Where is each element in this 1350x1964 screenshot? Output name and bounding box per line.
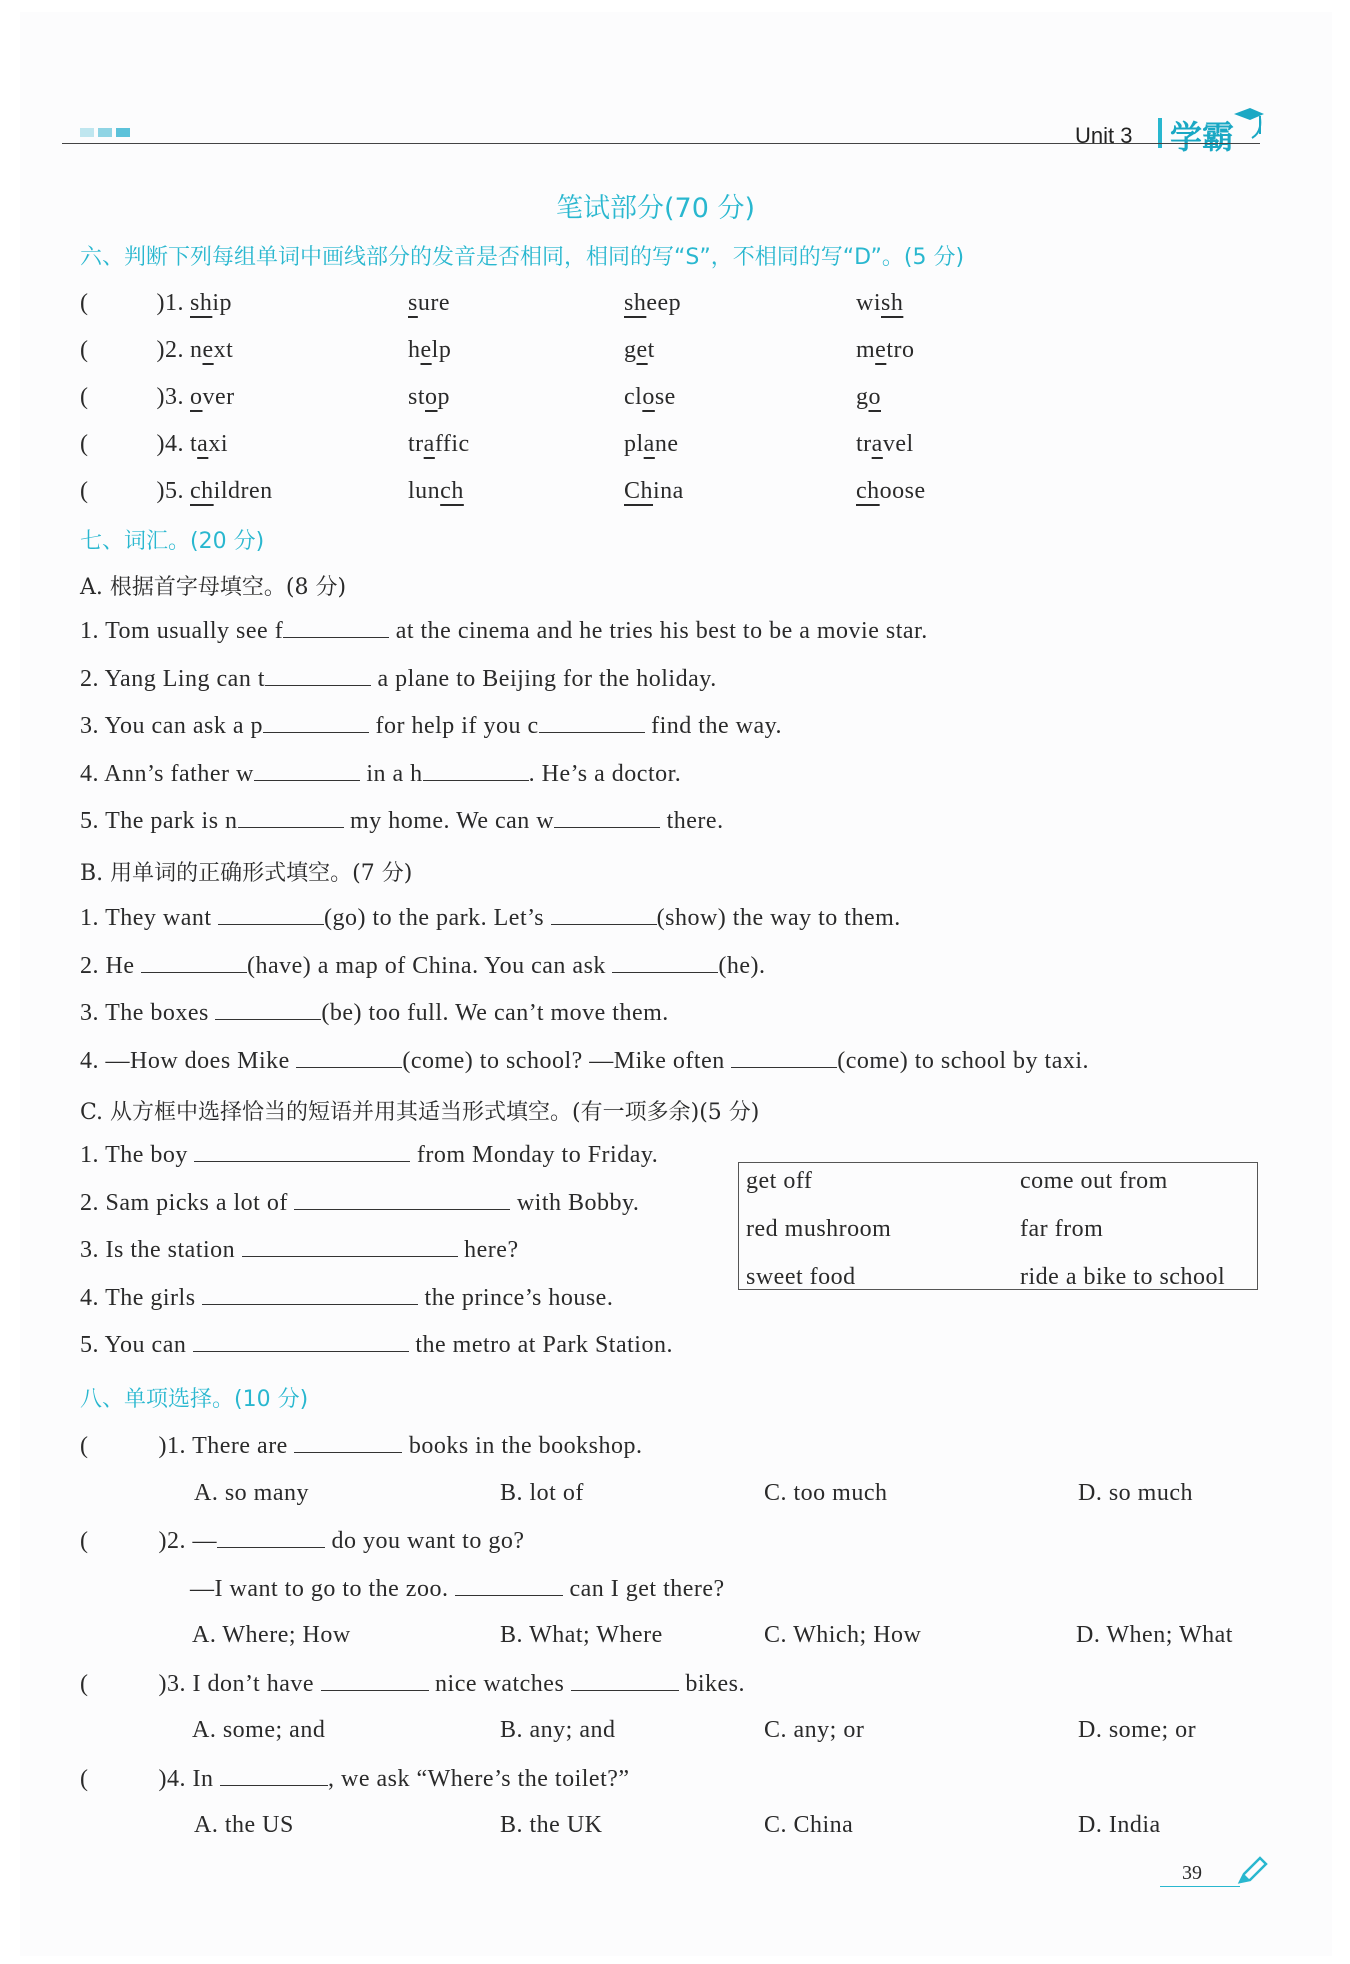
section-7-heading: 七、词汇。(20 分): [80, 529, 265, 554]
phonics-word: ship: [190, 290, 233, 316]
underlined-part: e: [420, 337, 432, 363]
question-1: ( )1. There are books in the bookshop.: [80, 1433, 643, 1459]
phrase-fill-item: 1. The boy from Monday to Friday.: [80, 1142, 659, 1168]
graduation-cap-icon: [1232, 104, 1266, 140]
footer-rule: [1160, 1886, 1240, 1887]
section-8-heading: 八、单项选择。(10 分): [80, 1387, 309, 1412]
fill-in-item: 4. —How does Mike (come) to school? —Mike often (come) to school by taxi.: [80, 1047, 1090, 1074]
fill-in-item: 5. The park is n my home. We can w there.: [80, 808, 724, 834]
underlined-part: s: [408, 290, 418, 316]
phrase-fill-item: 4. The girls the prince’s house.: [80, 1284, 614, 1311]
phonics-word: metro: [856, 337, 915, 363]
question-2-line-2: —I want to go to the zoo. can I get there?: [190, 1576, 725, 1602]
underlined-part: a: [423, 431, 435, 457]
underlined-part: o: [868, 384, 881, 410]
answer-blank[interactable]: [554, 807, 660, 828]
section-7b-title: B. 用单词的正确形式填空。(7 分): [80, 861, 413, 886]
fill-in-item: 4. Ann’s father w in a h . He’s a doctor.: [80, 760, 682, 787]
header-rule: [62, 143, 1260, 144]
answer-blank[interactable]: [194, 1141, 410, 1162]
phonics-word: plane: [624, 431, 679, 457]
answer-blank[interactable]: [254, 760, 360, 781]
option[interactable]: C. any; or: [764, 1717, 865, 1743]
option[interactable]: C. too much: [764, 1480, 888, 1506]
pencil-icon: [1236, 1856, 1268, 1886]
underlined-part: sh: [881, 290, 904, 316]
underlined-part: a: [643, 431, 655, 457]
answer-blank[interactable]: [238, 807, 344, 828]
fill-in-item: 2. Yang Ling can t a plane to Beijing for the holiday.: [80, 665, 717, 692]
underlined-part: o: [642, 384, 655, 410]
option[interactable]: A. some; and: [192, 1717, 326, 1743]
answer-blank[interactable]: [242, 1236, 458, 1257]
answer-blank[interactable]: [193, 1331, 409, 1352]
phrase-fill-item: 2. Sam picks a lot of with Bobby.: [80, 1189, 640, 1216]
phonics-word: sheep: [624, 290, 682, 316]
answer-blank[interactable]: [202, 1284, 418, 1305]
underlined-part: ch: [190, 478, 214, 504]
brand-logo: 学霸: [1170, 118, 1235, 156]
answer-blank[interactable]: [551, 904, 657, 925]
option[interactable]: B. lot of: [500, 1480, 584, 1506]
unit-label: Unit 3: [1075, 123, 1133, 148]
phonics-word: stop: [408, 384, 451, 410]
fill-in-item: 3. You can ask a p for help if you c find the way.: [80, 713, 783, 739]
option[interactable]: A. the US: [194, 1812, 294, 1838]
phonics-word: close: [624, 384, 676, 410]
underlined-part: o: [425, 384, 438, 410]
section-7c-title: C. 从方框中选择恰当的短语并用其适当形式填空。(有一项多余)(5 分): [80, 1100, 760, 1125]
phonics-word: choose: [856, 478, 926, 504]
phonics-word: next: [190, 337, 234, 363]
option[interactable]: D. India: [1078, 1812, 1161, 1838]
fill-in-item: 1. Tom usually see f at the cinema and he tries his best to be a movie star.: [80, 618, 928, 644]
phonics-word: go: [856, 384, 881, 410]
phrase-box-item: red mushroom: [746, 1216, 892, 1242]
fill-in-item: 3. The boxes (be) too full. We can’t move them.: [80, 1000, 669, 1026]
underlined-part: sh: [190, 290, 213, 316]
phonics-word: lunch: [408, 478, 464, 504]
question-4: ( )4. In , we ask “Where’s the toilet?”: [80, 1766, 630, 1792]
phrase-box-item: far from: [1020, 1216, 1104, 1242]
underlined-part: ch: [440, 478, 464, 504]
answer-paren[interactable]: ( )5.: [80, 478, 184, 504]
underlined-part: Ch: [624, 478, 654, 504]
answer-blank[interactable]: [283, 617, 389, 638]
answer-blank[interactable]: [215, 999, 321, 1020]
question-3: ( )3. I don’t have nice watches bikes.: [80, 1671, 745, 1697]
answer-blank[interactable]: [296, 1047, 402, 1068]
underlined-part: e: [202, 337, 214, 363]
answer-blank[interactable]: [141, 952, 247, 973]
phrase-box-item: ride a bike to school: [1020, 1264, 1226, 1290]
answer-blank[interactable]: [612, 952, 718, 973]
answer-blank[interactable]: [265, 665, 371, 686]
phonics-word: get: [624, 337, 655, 363]
phrase-box-item: get off: [746, 1168, 813, 1194]
underlined-part: sh: [624, 290, 647, 316]
phrase-box-item: sweet food: [746, 1264, 856, 1290]
phrase-fill-item: 3. Is the station here?: [80, 1237, 519, 1263]
answer-blank[interactable]: [294, 1432, 402, 1453]
answer-blank[interactable]: [423, 760, 529, 781]
fill-in-item: 1. They want (go) to the park. Let’s (show) the way to them.: [80, 905, 901, 931]
answer-blank[interactable]: [321, 1670, 429, 1691]
phonics-word: over: [190, 384, 235, 410]
phonics-word: wish: [856, 290, 904, 316]
answer-paren[interactable]: ( )1.: [80, 290, 184, 316]
answer-blank[interactable]: [455, 1575, 563, 1596]
option[interactable]: A. Where; How: [192, 1622, 351, 1648]
answer-blank[interactable]: [571, 1670, 679, 1691]
phrase-fill-item: 5. You can the metro at Park Station.: [80, 1332, 673, 1358]
underlined-part: o: [190, 384, 203, 410]
option[interactable]: A. so many: [194, 1480, 309, 1506]
answer-blank[interactable]: [217, 1527, 325, 1548]
option[interactable]: D. some; or: [1078, 1717, 1197, 1743]
option[interactable]: C. Which; How: [764, 1622, 922, 1648]
option[interactable]: B. the UK: [500, 1812, 603, 1838]
answer-blank[interactable]: [218, 904, 324, 925]
option[interactable]: C. China: [764, 1812, 854, 1838]
underlined-part: a: [871, 431, 883, 457]
underlined-part: e: [636, 337, 648, 363]
phonics-word: children: [190, 478, 273, 504]
option[interactable]: D. so much: [1078, 1480, 1193, 1506]
answer-blank[interactable]: [731, 1047, 837, 1068]
phonics-word: taxi: [190, 431, 228, 457]
phonics-word: traffic: [408, 431, 470, 457]
answer-blank[interactable]: [220, 1765, 328, 1786]
underlined-part: ch: [856, 478, 880, 504]
page-title: 笔试部分(70 分): [556, 193, 756, 224]
page-number: 39: [1182, 1862, 1202, 1884]
question-2: ( )2. — do you want to go?: [80, 1528, 525, 1554]
phonics-word: sure: [408, 290, 450, 316]
section-7a-title: A. 根据首字母填空。(8 分): [80, 575, 347, 600]
answer-blank[interactable]: [294, 1189, 510, 1210]
phonics-word: travel: [856, 431, 914, 457]
answer-paren[interactable]: ( )3.: [80, 384, 184, 410]
phonics-word: help: [408, 337, 452, 363]
header-decoration: [80, 124, 160, 136]
underlined-part: a: [197, 431, 209, 457]
option[interactable]: B. any; and: [500, 1717, 616, 1743]
option[interactable]: B. What; Where: [500, 1622, 663, 1648]
underlined-part: e: [875, 337, 887, 363]
phonics-word: China: [624, 478, 684, 504]
answer-paren[interactable]: ( )4.: [80, 431, 184, 457]
answer-blank[interactable]: [263, 712, 369, 733]
fill-in-item: 2. He (have) a map of China. You can ask (he).: [80, 952, 766, 979]
answer-blank[interactable]: [539, 712, 645, 733]
option[interactable]: D. When; What: [1076, 1622, 1233, 1648]
section-6-heading: 六、判断下列每组单词中画线部分的发音是否相同，相同的写“S”，不相同的写“D”。(5 分): [80, 245, 965, 270]
answer-paren[interactable]: ( )2.: [80, 337, 184, 363]
phrase-box-item: come out from: [1020, 1168, 1168, 1194]
